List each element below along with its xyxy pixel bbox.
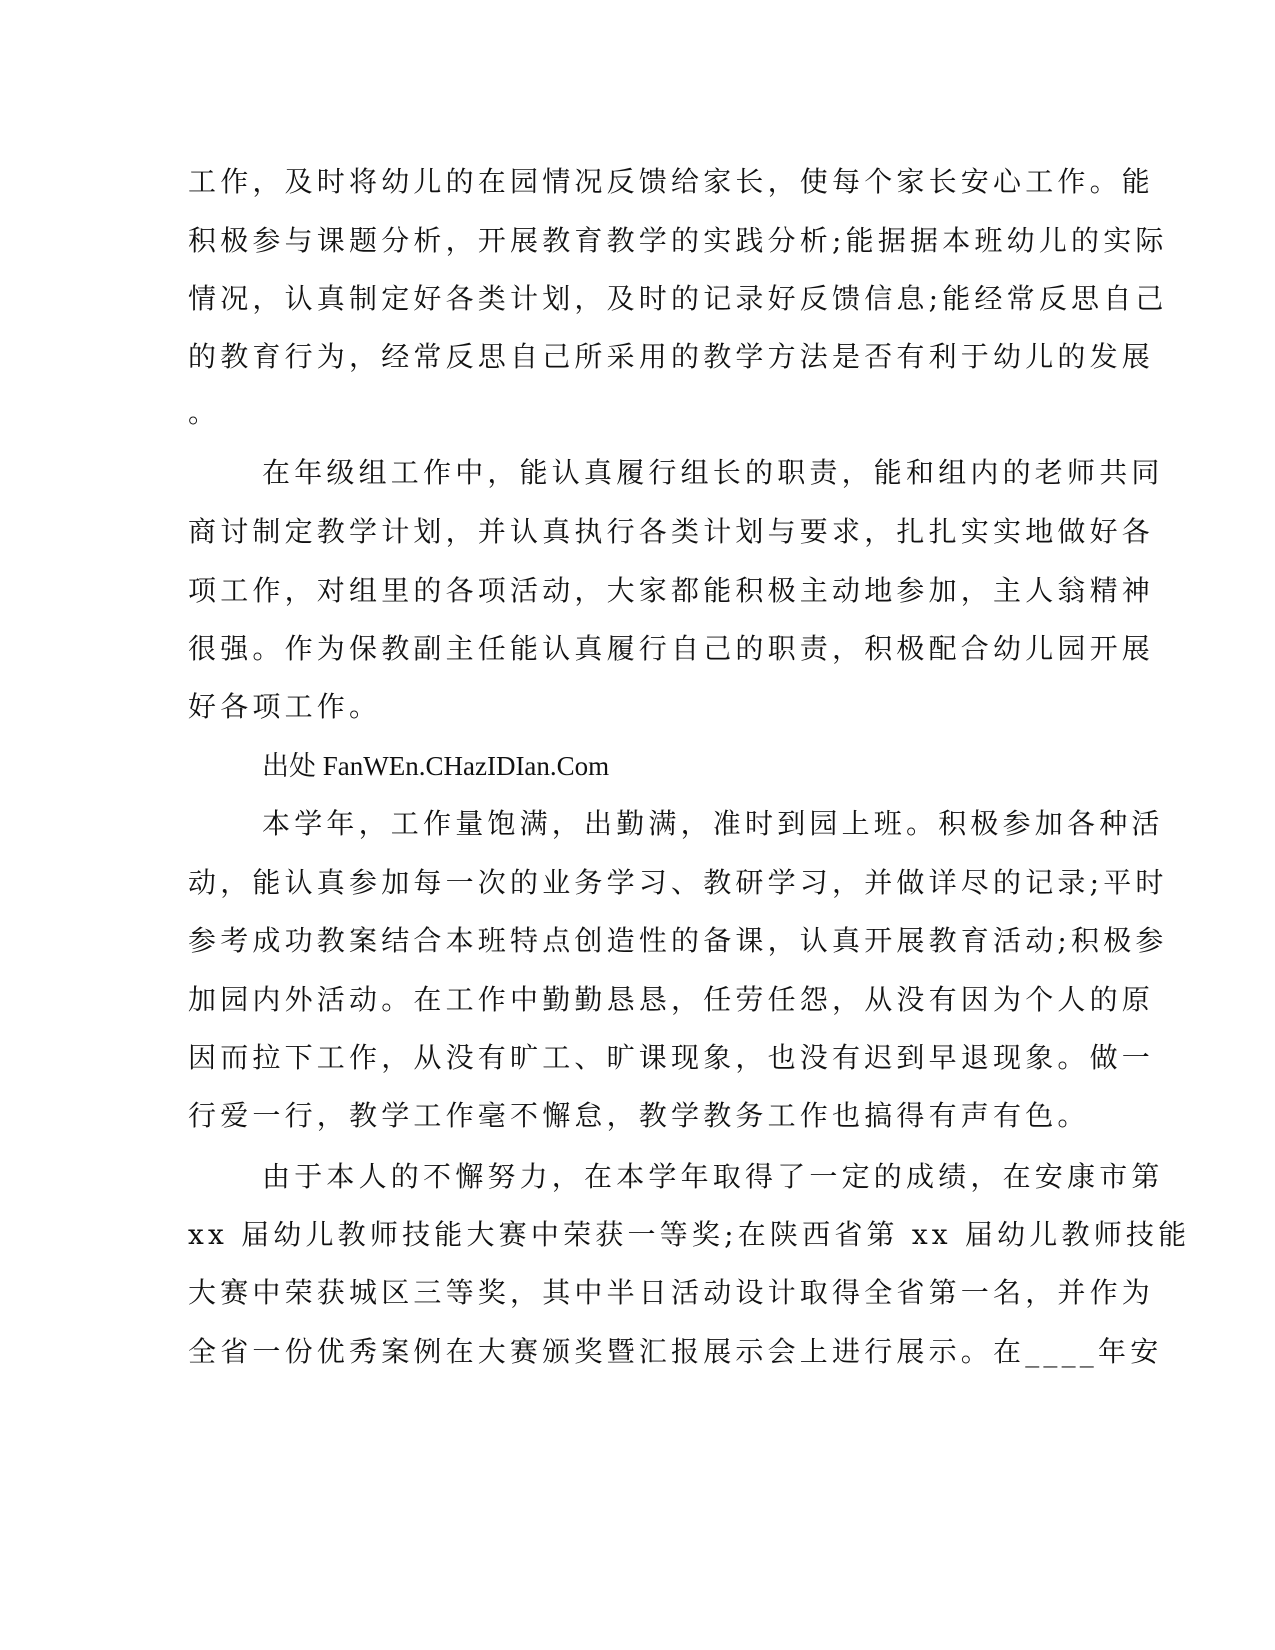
paragraph-3-line-3: 参考成功教案结合本班特点创造性的备课，认真开展教育活动;积极参 [188,924,1168,957]
paragraph-4-line-3: 大赛中荣获城区三等奖，其中半日活动设计取得全省第一名，并作为 [188,1276,1155,1309]
paragraph-4-line-1: 由于本人的不懈努力，在本学年取得了一定的成绩，在安康市第 [262,1160,1164,1193]
paragraph-2-line-4: 很强。作为保教副主任能认真履行自己的职责，积极配合幼儿园开展 [188,632,1155,665]
paragraph-4-line-4: 全省一份优秀案例在大赛颁奖暨汇报展示会上进行展示。在____年安 [188,1335,1163,1368]
paragraph-4-line-2: xx 届幼儿教师技能大赛中荣获一等奖;在陕西省第 xx 届幼儿教师技能 [188,1218,1191,1251]
source-line: 出处 FanWEn.CHazIDIan.Com [262,751,610,781]
paragraph-1-line-5: 。 [188,396,221,429]
paragraph-1-line-4: 的教育行为，经常反思自己所采用的教学方法是否有利于幼儿的发展 [188,340,1155,373]
paragraph-3-line-1: 本学年，工作量饱满，出勤满，准时到园上班。积极参加各种活 [262,807,1164,840]
paragraph-2-line-1: 在年级组工作中，能认真履行组长的职责，能和组内的老师共同 [262,456,1164,489]
paragraph-2-line-2: 商讨制定教学计划，并认真执行各类计划与要求，扎扎实实地做好各 [188,515,1155,548]
paragraph-3-line-6: 行爱一行，教学工作毫不懈怠，教学教务工作也搞得有声有色。 [188,1099,1090,1132]
paragraph-2-line-5: 好各项工作。 [188,690,382,723]
paragraph-3-line-2: 动，能认真参加每一次的业务学习、教研学习，并做详尽的记录;平时 [188,866,1168,899]
paragraph-1-line-2: 积极参与课题分析，开展教育教学的实践分析;能据据本班幼儿的实际 [188,224,1168,257]
paragraph-3-line-4: 加园内外活动。在工作中勤勤恳恳，任劳任怨，从没有因为个人的原 [188,983,1155,1016]
paragraph-1-line-1: 工作，及时将幼儿的在园情况反馈给家长，使每个家长安心工作。能 [188,165,1155,198]
paragraph-2-line-3: 项工作，对组里的各项活动，大家都能积极主动地参加，主人翁精神 [188,574,1155,607]
paragraph-3-line-5: 因而拉下工作，从没有旷工、旷课现象，也没有迟到早退现象。做一 [188,1041,1155,1074]
paragraph-1-line-3: 情况，认真制定好各类计划，及时的记录好反馈信息;能经常反思自己 [188,282,1168,315]
